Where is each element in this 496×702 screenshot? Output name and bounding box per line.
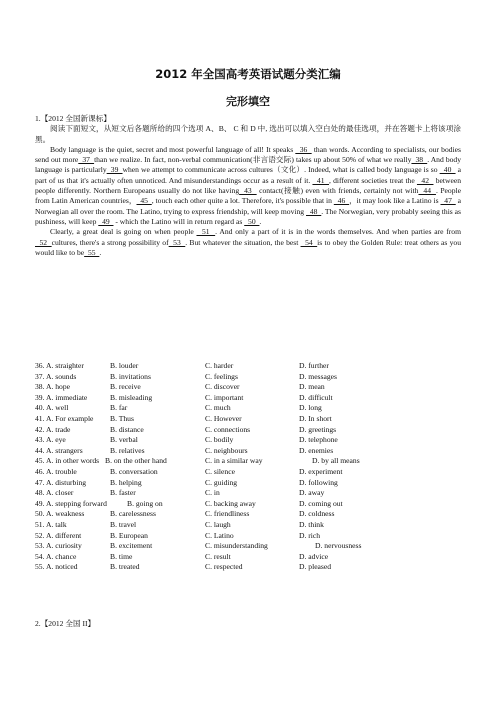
option-choice: D. In short bbox=[299, 413, 332, 423]
option-choice: C. silence bbox=[205, 466, 235, 476]
option-choice: 46. A. trouble bbox=[35, 466, 77, 476]
passage-text: than we realize. In fact, non-verbal communication(非言语交际) takes up about 50% of what we really bbox=[94, 155, 412, 165]
passage bbox=[35, 114, 461, 258]
option-choice: D. difficult bbox=[299, 392, 333, 402]
answer-blank: 48 bbox=[306, 206, 322, 216]
option-choice: D. messages bbox=[299, 371, 337, 381]
option-choice: C. Latino bbox=[205, 530, 234, 540]
option-choice: 40. A. well bbox=[35, 403, 69, 413]
answer-blank: 37 bbox=[78, 155, 95, 165]
option-row bbox=[35, 478, 461, 489]
option-choice: 43. A. eye bbox=[35, 435, 66, 445]
answer-blank: 42 bbox=[416, 175, 434, 185]
option-choice: C. However bbox=[205, 413, 242, 423]
option-row bbox=[35, 562, 461, 573]
passage-paragraph-1 bbox=[35, 145, 461, 227]
option-row bbox=[35, 552, 461, 563]
answer-options bbox=[35, 361, 461, 573]
passage-text: Body language is the quiet, secret and most powerful language of all! It speaks bbox=[50, 144, 296, 154]
option-choice: B. time bbox=[110, 551, 133, 561]
option-choice: B. far bbox=[110, 403, 128, 413]
passage-text: , touch each other quite a lot. Therefore, it's possible that in bbox=[151, 196, 334, 206]
option-choice: D. coming out bbox=[299, 498, 343, 508]
option-choice: 44. A. strangers bbox=[35, 445, 83, 455]
question-label: 1.【2012 全国新课标】 bbox=[35, 114, 111, 123]
option-choice: C. harder bbox=[205, 361, 234, 370]
option-choice: 51. A. talk bbox=[35, 519, 67, 529]
answer-blank: 46 bbox=[333, 196, 350, 206]
option-choice: D. away bbox=[299, 488, 325, 498]
option-row bbox=[35, 509, 461, 520]
option-choice: B. on the other hand bbox=[105, 456, 167, 466]
answer-blank: 40 bbox=[439, 165, 456, 175]
section-heading: 完形填空 bbox=[226, 95, 270, 108]
option-choice: 37. A. sounds bbox=[35, 371, 77, 381]
option-choice: B. treated bbox=[110, 562, 140, 572]
option-choice: C. backing away bbox=[205, 498, 256, 508]
option-choice: C. guiding bbox=[205, 477, 238, 487]
option-choice: D. coldness bbox=[299, 509, 335, 519]
option-choice: C. laugh bbox=[205, 519, 231, 529]
option-choice: B. helping bbox=[110, 477, 142, 487]
option-row bbox=[35, 435, 461, 446]
option-choice: C. result bbox=[205, 551, 231, 561]
passage-text: . But whatever the situation, the best bbox=[185, 237, 301, 247]
next-question-label: 2.【2012 全国 II】 bbox=[35, 619, 96, 628]
option-choice: 52. A. different bbox=[35, 530, 82, 540]
option-choice: B. excitement bbox=[110, 541, 153, 551]
option-choice: B. European bbox=[110, 530, 148, 540]
option-choice: B. relatives bbox=[110, 445, 145, 455]
option-choice: B. distance bbox=[110, 424, 144, 434]
option-choice: C. bodily bbox=[205, 435, 234, 445]
passage-text: a part of us that it's actually often unnoticed. And misunderstandings occur as a result of it. bbox=[35, 165, 461, 185]
passage-text: . The Norwegian, very probably seeing this as pushiness, will keep bbox=[35, 206, 462, 226]
option-choice: 50. A. weakness bbox=[35, 509, 85, 519]
passage-text: Clearly, a great deal is going on when people bbox=[50, 227, 197, 237]
option-choice: B. louder bbox=[110, 361, 139, 370]
option-choice: B. verbal bbox=[110, 435, 138, 445]
passage-text: - which the Latino will in return regard as bbox=[113, 216, 245, 226]
answer-blank: 55 bbox=[84, 247, 100, 257]
answer-blank: 51 bbox=[196, 227, 216, 237]
instruction-text: 阅读下面短文，从短文后各题所给的四个选项 A、B、 C 和 D 中, 选出可以填入空白处的最佳选项，并在答题卡上将该项涂黑。 bbox=[35, 124, 461, 144]
option-row bbox=[35, 456, 461, 467]
option-choice: C. feelings bbox=[205, 371, 238, 381]
option-row bbox=[35, 382, 461, 393]
option-choice: B. misleading bbox=[110, 392, 153, 402]
option-choice: B. carelessness bbox=[110, 509, 156, 519]
option-choice: C. important bbox=[205, 392, 244, 402]
passage-text: ，it may look like a Latino is bbox=[349, 196, 441, 206]
passage-text: than words. According to specialists, our bodies send out more bbox=[35, 144, 462, 165]
option-choice: D. pleased bbox=[299, 562, 332, 572]
option-choice: D. following bbox=[299, 477, 338, 487]
option-row bbox=[35, 393, 461, 404]
passage-text: . bbox=[99, 247, 102, 257]
option-choice: B. going on bbox=[127, 498, 163, 508]
option-row bbox=[35, 414, 461, 425]
option-row bbox=[35, 372, 461, 383]
option-choice: 42. A. trade bbox=[35, 424, 71, 434]
option-choice: D. mean bbox=[299, 382, 325, 392]
option-choice: B. receive bbox=[110, 382, 141, 392]
option-row bbox=[35, 425, 461, 436]
option-choice: D. by all means bbox=[312, 456, 360, 466]
option-choice: D. greetings bbox=[299, 424, 337, 434]
passage-text: , different societies treat the bbox=[328, 175, 417, 185]
passage-text: cultures, there's a strong possibility of bbox=[51, 237, 169, 247]
option-choice: 54. A. chance bbox=[35, 551, 77, 561]
option-choice: D. long bbox=[299, 403, 322, 413]
answer-blank: 43 bbox=[239, 186, 257, 196]
option-row bbox=[35, 520, 461, 531]
option-choice: D. telephone bbox=[299, 435, 338, 445]
option-row bbox=[35, 403, 461, 414]
option-choice: 45. A. in other words bbox=[35, 456, 100, 466]
option-choice: 55. A. noticed bbox=[35, 562, 78, 572]
option-row bbox=[35, 467, 461, 478]
option-choice: C. respected bbox=[205, 562, 243, 572]
passage-text: a Norwegian all over the room. The Latino, trying to express friendship, will keep moving bbox=[35, 196, 461, 216]
option-choice: 38. A. hope bbox=[35, 382, 71, 392]
option-choice: C. connections bbox=[205, 424, 251, 434]
option-choice: C. neighbours bbox=[205, 445, 248, 455]
option-choice: C. friendliness bbox=[205, 509, 250, 519]
option-choice: D. enemies bbox=[299, 445, 334, 455]
answer-blank: 45 bbox=[136, 196, 152, 206]
option-choice: 48. A. closer bbox=[35, 488, 74, 498]
option-row bbox=[35, 488, 461, 499]
passage-text: . bbox=[259, 216, 262, 226]
answer-blank: 38 bbox=[411, 155, 428, 165]
passage-text: . And only a part of it is in the words themselves. And when parties are from bbox=[215, 227, 461, 237]
option-choice: 53. A. curiosity bbox=[35, 541, 82, 551]
option-choice: C. much bbox=[205, 403, 231, 413]
passage-text: between people differently. Northern Europeans usually do not like having bbox=[35, 175, 461, 196]
option-row bbox=[35, 531, 461, 542]
answer-blank: 49 bbox=[98, 216, 114, 226]
answer-blank: 39 bbox=[106, 165, 123, 175]
option-choice: D. rich bbox=[299, 530, 321, 540]
answer-blank: 53 bbox=[168, 237, 186, 247]
option-choice: 39. A. immediate bbox=[35, 392, 88, 402]
option-choice: 49. A. stepping forward bbox=[35, 498, 107, 508]
option-row bbox=[35, 446, 461, 457]
passage-text: . And body language is particularly bbox=[35, 155, 462, 175]
answer-blank: 41 bbox=[312, 175, 329, 185]
option-choice: D. nervousness bbox=[315, 541, 362, 551]
option-choice: B. conversation bbox=[110, 466, 158, 476]
option-choice: B. invitations bbox=[110, 371, 151, 381]
answer-blank: 50 bbox=[244, 216, 260, 226]
option-choice: 41. A. For example bbox=[35, 413, 94, 423]
option-row bbox=[35, 361, 461, 372]
option-choice: B. Thus bbox=[110, 413, 134, 423]
option-choice: B. travel bbox=[110, 519, 137, 529]
document-title: 2012 年全国高考英语试题分类汇编 bbox=[155, 67, 341, 81]
option-choice: C. in a similar way bbox=[205, 456, 263, 466]
answer-blank: 36 bbox=[295, 144, 312, 154]
option-choice: 36. A. straighter bbox=[35, 361, 84, 370]
answer-blank: 44 bbox=[418, 186, 436, 196]
option-choice: D. advice bbox=[299, 551, 329, 561]
passage-text: . People from Latin American countries， bbox=[35, 186, 461, 206]
option-choice: B. faster bbox=[110, 488, 136, 498]
passage-text: is to obey the Golden Rule: treat others as you would like to be bbox=[35, 237, 462, 257]
option-row bbox=[35, 499, 461, 510]
option-choice: C. in bbox=[205, 488, 220, 498]
option-row bbox=[35, 541, 461, 552]
option-choice: C. discover bbox=[205, 382, 240, 392]
answer-blank: 47 bbox=[440, 196, 456, 206]
option-choice: D. further bbox=[299, 361, 329, 370]
answer-blank: 52 bbox=[35, 237, 52, 247]
option-choice: D. think bbox=[299, 519, 324, 529]
passage-text: when we attempt to communicate across cultures（文化）. Indeed, what is called body language is so bbox=[122, 165, 440, 175]
passage-paragraph-2 bbox=[35, 227, 461, 258]
passage-text: contact(接触) even with friends, certainly not with bbox=[256, 186, 419, 196]
option-choice: C. misunderstanding bbox=[205, 541, 268, 551]
option-choice: 47. A. disturbing bbox=[35, 477, 87, 487]
answer-blank: 54 bbox=[300, 237, 318, 247]
option-choice: D. experiment bbox=[299, 466, 343, 476]
